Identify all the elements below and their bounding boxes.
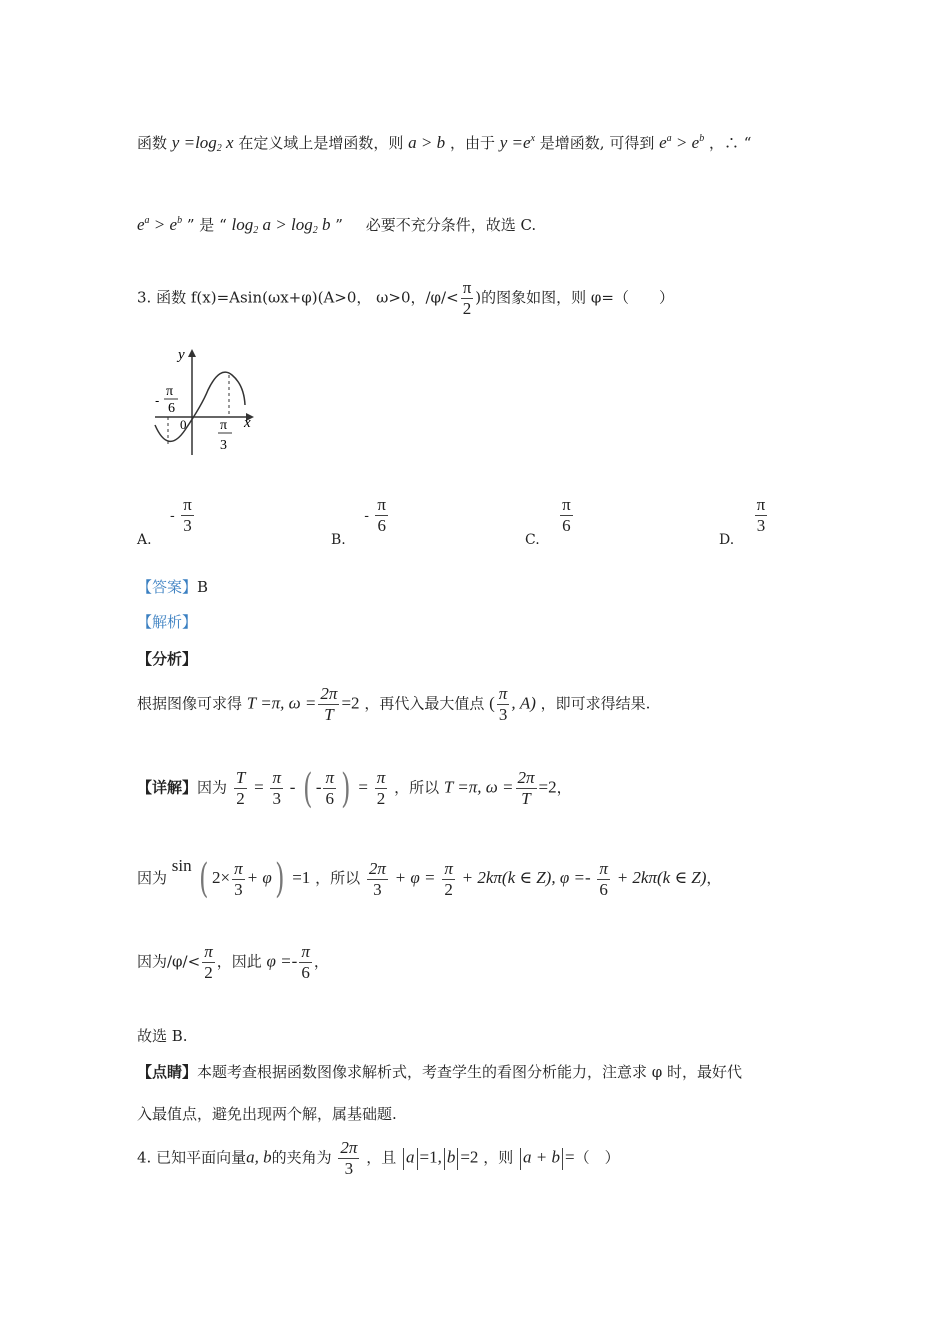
solution-line-1: 函数 $y =\log_2$ x 在定义域上是增函数，则 a > b ，由于 $y =e^x$ 是增函数, 可得到 $e^a > e^b$ ，∴ “ (137, 133, 752, 154)
analysis-tag: 【解析】 (137, 613, 198, 631)
y-axis-label: y (178, 347, 185, 363)
fenxi-line: 根据图像可求得 T =π, ω = $\frac{2\pi}{T}$ =2 ，再代入最大值点 ( $\frac{\pi}{3}$ , A) ，即可求得结果. (137, 684, 651, 724)
phi-line: 因为/φ/< $\frac{\pi}{2}$ ，因此 φ =- $\frac{\pi}{6}$ ， (137, 942, 329, 982)
right-tick-den: 3 (220, 438, 227, 453)
choose-line: 故选 B. (137, 1027, 188, 1045)
x-axis-label: x (244, 415, 251, 431)
sin-line: 因为 sin ( 2× $\frac{\pi}{3}$ + φ) =1 ，所以 $\frac{2\pi}{3}$ + φ = $\frac{\pi}{2}$ + 2kπ(k ∈ Z), φ =- $\frac{\pi}{6}$ + 2kπ(k ∈ Z)， (137, 856, 722, 902)
left-tick-sign: - (155, 393, 160, 408)
left-tick-den: 6 (168, 401, 175, 416)
dianjing-line-1: 【点睛】本题考查根据函数图像求解析式，考查学生的看图分析能力，注意求 φ 时，最好代 (137, 1063, 743, 1081)
option-c[interactable]: C. $\frac{\pi}{6}$ (525, 495, 571, 548)
fraction: $\frac{\pi}{2}$ (462, 278, 472, 318)
right-tick-num: π (220, 418, 228, 433)
option-b[interactable]: B. - $\frac{\pi}{6}$ (331, 495, 386, 548)
question-4-stem: 4. 已知平面向量a, b的夹角为 $\frac{2\pi}{3}$ ，且 a =1, b =2 ，则 a + b =（ ） (137, 1138, 620, 1178)
detail-line: 【详解】因为 $\frac{T}{2}$ = $\frac{\pi}{3}$ - ( - $\frac{\pi}{6}$ ) = $\frac{\pi}{2}$ ，所以 T =π, ω = $\frac{2\pi}{T}$ =2， (137, 765, 572, 812)
answer-line: 【答案】B (137, 578, 209, 596)
sine-graph (150, 345, 270, 460)
left-tick-num: π (166, 384, 174, 399)
option-a[interactable]: A. - $\frac{\pi}{3}$ (137, 495, 192, 548)
origin-label: 0 (180, 417, 187, 432)
dianjing-line-2: 入最值点，避免出现两个解，属基础题. (137, 1105, 397, 1123)
solution-line-2: $e^a > e^b$ ” 是 “ $\log_2 a > \log_2 b$ ” 必要不充分条件，故选 C. (137, 215, 537, 236)
option-d[interactable]: D. $\frac{\pi}{3}$ (719, 495, 766, 548)
question-3-stem: 3. 函数 f(x)=Asin(ωx+φ)(A>0， ω>0，/φ/< $\frac{\pi}{2}$ )的图象如图，则 φ=（ ） (137, 278, 674, 318)
fenxi-tag: 【分析】 (137, 650, 198, 668)
